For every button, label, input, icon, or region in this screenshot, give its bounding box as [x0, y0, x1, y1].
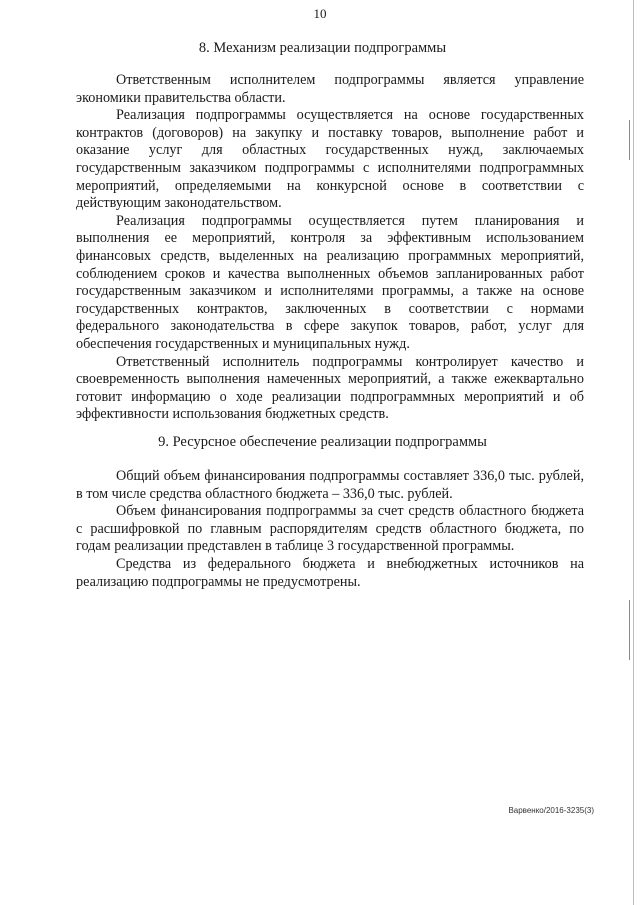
scan-edge-line [633, 0, 634, 905]
section-9-title: 9. Ресурсное обеспечение реализации подпрограммы [158, 434, 487, 450]
section-8-paragraph: Реализация подпрограммы осуществляется на основе государственных контрактов (договоров) на закупку и поставку товаров, выполнение работ и оказание услуг для областных государственных нужд, заключаемых государственным заказчиком подпрограммы с исполнителями подпрограммных мероприятий, определяемыми на конкурсной основе в соответствии с действующим законодательством. [76, 107, 584, 212]
section-8-title: 8. Механизм реализации подпрограммы [198, 40, 447, 56]
page-number: 10 [313, 6, 327, 21]
section-8-paragraph: Реализация подпрограммы осуществляется путем планирования и выполнения ее мероприятий, контроля за эффективным использованием финансовых средств, выделенных на реализацию программных мероприятий, соблюдением сроков и качества выполненных объемов запланированных работ государственным заказчиком и исполнителями программы, а также на основе государственных контрактов, заключенных в соответствии с нормами федерального законодательства в сфере закупок товаров, работ, услуг для обеспечения государственных и муниципальных нужд. [76, 212, 584, 352]
footer-document-code: Варвенко/2016-3235(3) [508, 806, 594, 815]
section-9-paragraph: Общий объем финансирования подпрограммы составляет 336,0 тыс. рублей, в том числе средства областного бюджета – 336,0 тыс. рублей. [76, 468, 584, 502]
scan-mark [629, 600, 630, 660]
section-9-paragraph: Объем финансирования подпрограммы за счет средств областного бюджета с расшифровкой по главным распорядителям средств областного бюджета, по годам реализации представлен в таблице 3 государственной программы. [76, 503, 584, 555]
section-8-paragraph: Ответственным исполнителем подпрограммы является управление экономики правительства области. [76, 72, 584, 106]
section-8-paragraph: Ответственный исполнитель подпрограммы контролирует качество и своевременность выполнения намеченных мероприятий, а также ежеквартально готовит информацию о ходе реализации подпрограммных мероприятий и об эффективности использования бюджетных средств. [76, 353, 584, 423]
section-9-paragraph: Средства из федерального бюджета и внебюджетных источников на реализацию подпрограммы не предусмотрены. [76, 555, 584, 590]
scan-mark [629, 120, 630, 160]
section-9-body [76, 468, 584, 591]
section-8-body [76, 72, 584, 424]
